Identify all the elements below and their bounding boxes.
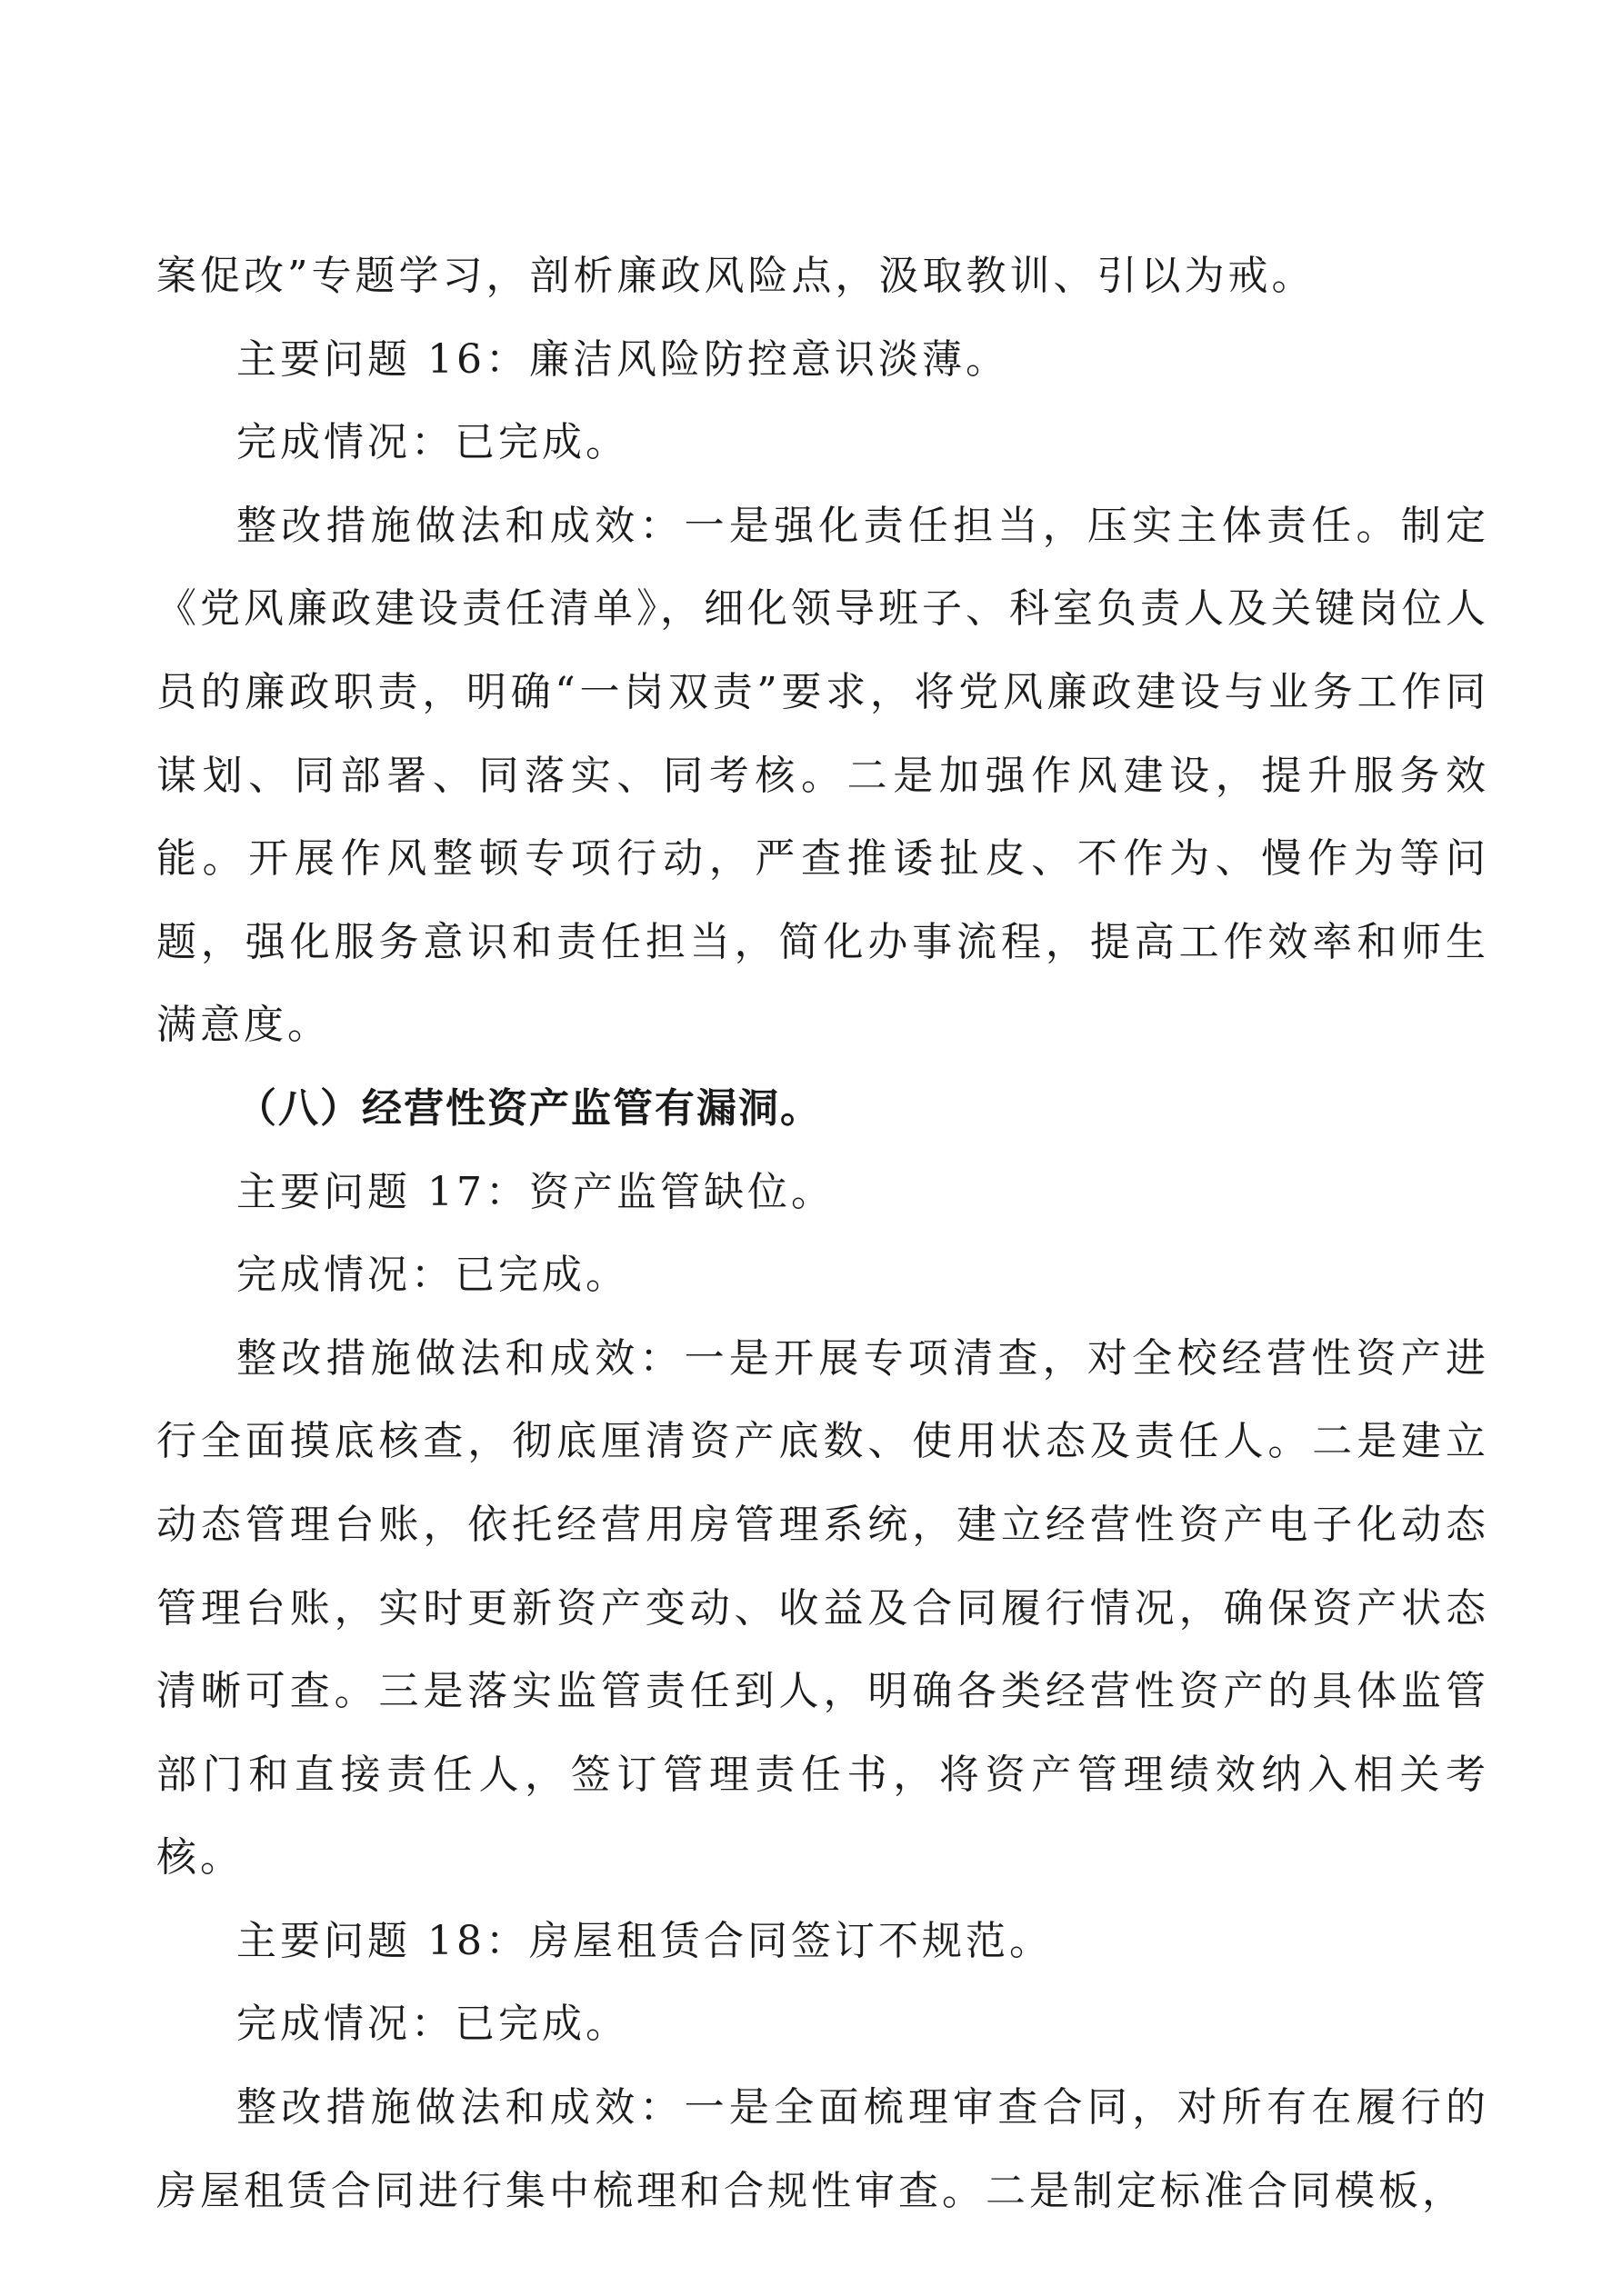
paragraph-continuation: 案促改”专题学习，剖析廉政风险点，汲取教训、引以为戒。	[156, 253, 1316, 299]
problem-16-title: 主要问题 16：廉洁风险防控意识淡薄。	[236, 335, 1009, 383]
section-heading-8: （八）经营性资产监管有漏洞。	[236, 1084, 822, 1132]
problem-17-measures: 整改措施做法和成效：一是开展专项清查，对全校经营性资产进行全面摸底核查，彻底厘清资产底数、使用状态及责任人。二是建立动态管理台账，依托经营用房管理系统，建立经营性资产电子化动态管理台账，实时更新资产变动、收益及合同履行情况，确保资产状态清晰可查。三是落实监管责任到人，明确各类经营性资产的具体监管部门和直接责任人，签订管理责任书，将资产管理绩效纳入相关考核。	[156, 1334, 1489, 1882]
problem-18-title: 主要问题 18：房屋租赁合同签订不规范。	[236, 1917, 1053, 1964]
problem-18-status: 完成情况：已完成。	[236, 2001, 629, 2048]
problem-17-status: 完成情况：已完成。	[236, 1252, 629, 1299]
problem-18-measures: 整改措施做法和成效：一是全面梳理审查合同，对所有在履行的房屋租赁合同进行集中梳理和合规性审查。二是制定标准合同模板，	[156, 2084, 1489, 2214]
document-page	[156, 235, 1489, 2232]
problem-16-status: 完成情况：已完成。	[236, 419, 629, 466]
problem-17-title: 主要问题 17：资产监管缺位。	[236, 1168, 835, 1215]
problem-16-measures: 整改措施做法和成效：一是强化责任担当，压实主体责任。制定《党风廉政建设责任清单》，细化领导班子、科室负责人及关键岗位人员的廉政职责，明确“一岗双责”要求，将党风廉政建设与业务工作同谋划、同部署、同落实、同考核。二是加强作风建设，提升服务效能。开展作风整顿专项行动，严查推诿扯皮、不作为、慢作为等问题，强化服务意识和责任担当，简化办事流程，提高工作效率和师生满意度。	[156, 502, 1489, 1049]
